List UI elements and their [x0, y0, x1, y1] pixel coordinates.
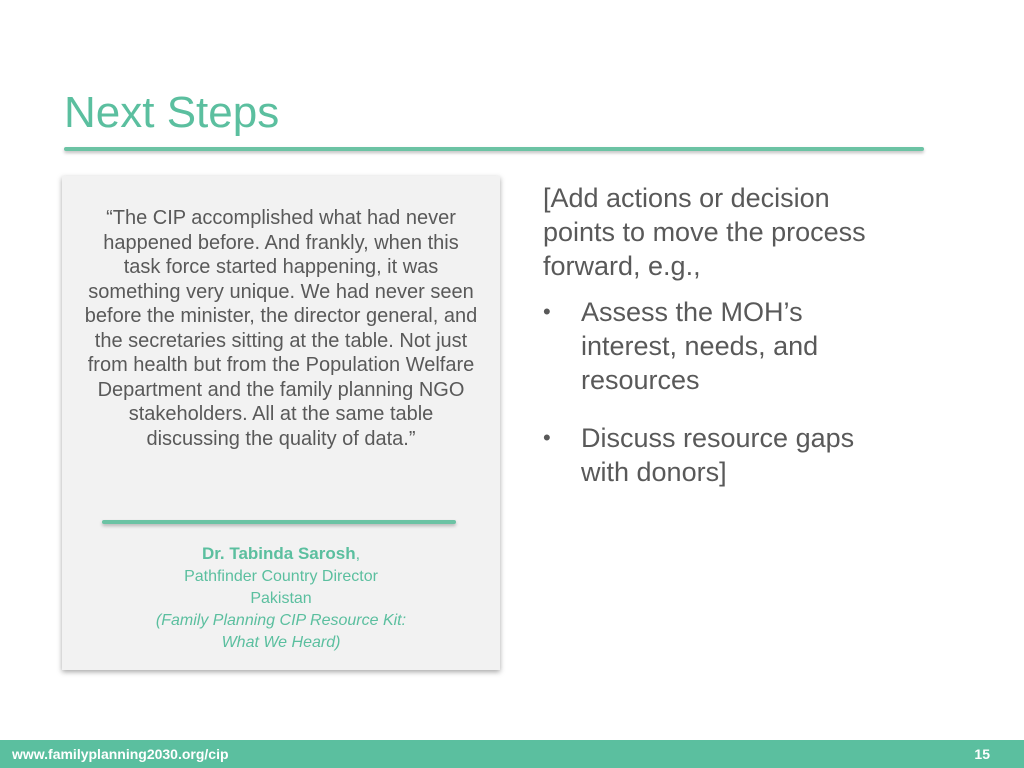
footer-bar: [0, 740, 1024, 768]
quote-text: “The CIP accomplished what had never happened before. And frankly, when this task force started happening, it was something very unique. We had never seen before the minister, the director general, and the secretaries sitting at the table. Not just from health but from the Population Welfare Department and the family planning NGO stakeholders. All at the same table discussing the quality of data.”: [84, 207, 478, 450]
list-item: [543, 295, 903, 397]
quote-source-line-2: What We Heard): [221, 634, 341, 651]
attribution-name-line: [84, 543, 478, 566]
actions-intro: [Add actions or decision points to move the process forward, e.g.,: [543, 183, 866, 281]
bullet-icon: •: [543, 425, 551, 450]
list-item: [543, 421, 903, 489]
speaker-name: Dr. Tabinda Sarosh: [201, 544, 356, 563]
bullet-text: Assess the MOH’s interest, needs, and resources: [581, 297, 819, 395]
bullet-icon: •: [543, 299, 551, 324]
bullet-text: Discuss resource gaps with donors]: [581, 423, 855, 487]
speaker-country: Pakistan: [250, 590, 312, 607]
quote-card: [62, 176, 500, 670]
footer-url[interactable]: www.familyplanning2030.org/cip: [12, 746, 229, 762]
quote-divider: [102, 520, 456, 524]
speaker-role: Pathfinder Country Director: [184, 568, 378, 585]
actions-bullet-list: [543, 295, 903, 489]
actions-panel: [543, 181, 903, 513]
page-number: 15: [974, 746, 990, 762]
speaker-name-suffix: ,: [355, 546, 361, 563]
quote-source-line-1: (Family Planning CIP Resource Kit:: [155, 612, 407, 629]
slide-title: Next Steps: [64, 88, 280, 137]
title-divider: [64, 147, 924, 151]
quote-attribution: [84, 543, 478, 654]
